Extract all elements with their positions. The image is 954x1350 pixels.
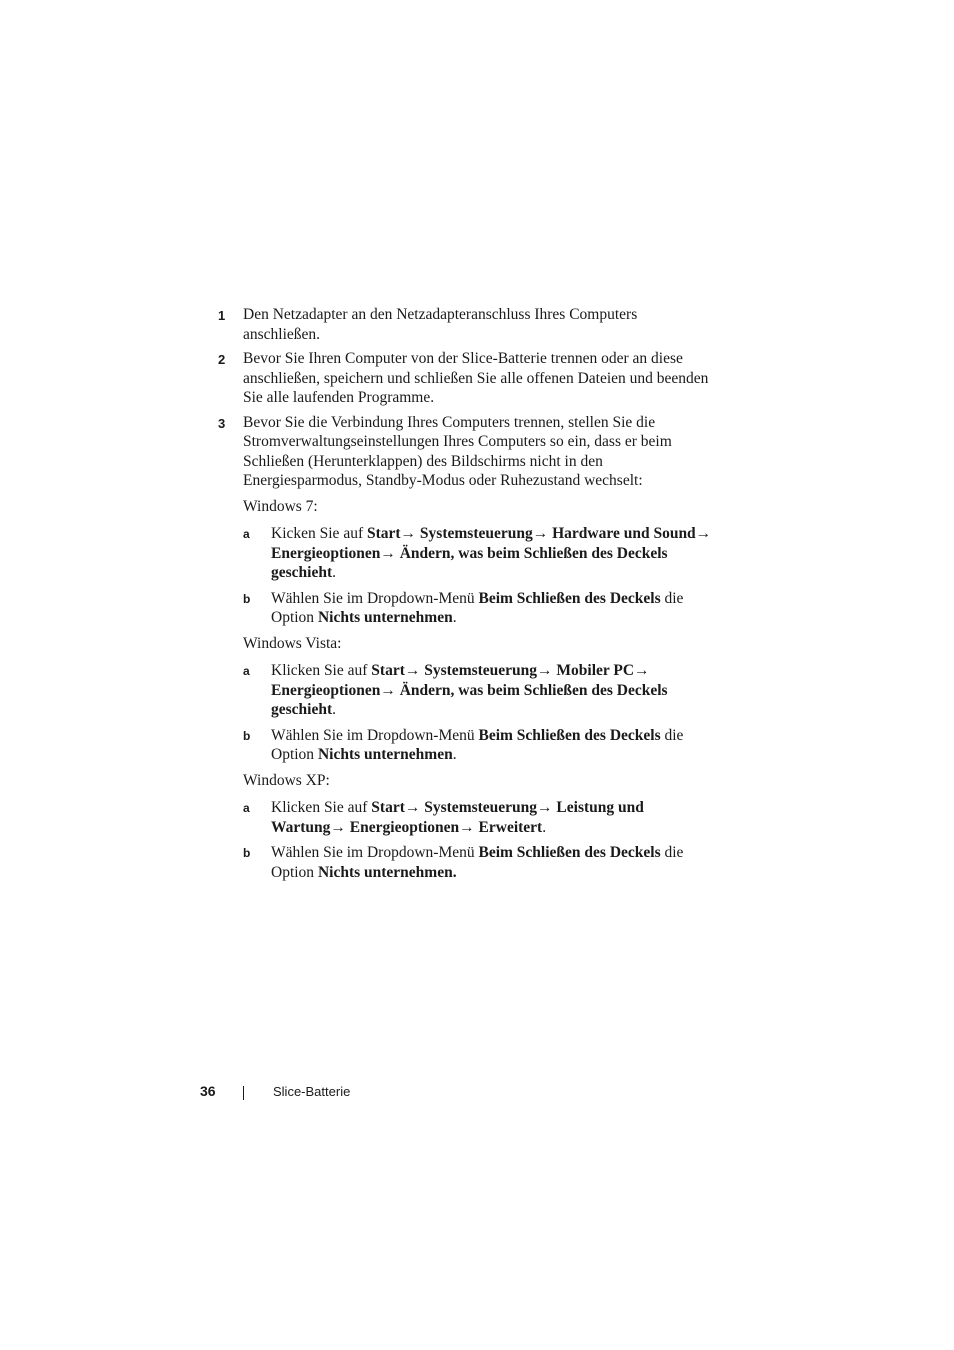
substep-a: [243, 798, 718, 837]
step-2: [218, 349, 718, 408]
substeps: [243, 798, 718, 882]
substep-label: a: [243, 801, 250, 815]
step-number: 1: [218, 308, 226, 323]
instruction-text: Wählen Sie im Dropdown-Menü: [271, 589, 479, 607]
substeps: [243, 661, 718, 765]
chapter-title: Slice-Batterie: [273, 1084, 351, 1099]
instruction-text: Kicken Sie auf: [271, 525, 367, 542]
os-heading: Windows Vista:: [243, 634, 342, 652]
menu-path: Start→ Systemsteuerung→ Hardware und Sound→ Energieoptionen→ Ändern, was beim Schließen des Deckels geschieht: [271, 525, 712, 581]
substep-b: [243, 843, 718, 882]
punctuation: .: [332, 701, 337, 718]
os-section-windows-vista: [218, 634, 718, 765]
option-name: Nichts unternehmen.: [317, 863, 457, 881]
step-1: [218, 305, 718, 344]
substep-label: a: [243, 527, 250, 541]
procedure-steps: [218, 305, 718, 888]
menu-path: Start→ Systemsteuerung→ Leistung und Wartung→ Energieoptionen→ Erweitert: [271, 799, 644, 836]
step-3: [218, 413, 718, 491]
step-number: 3: [218, 415, 226, 431]
page-number: 36: [200, 1083, 216, 1099]
option-name: Nichts unternehmen: [317, 746, 453, 763]
instruction-text: die Option: [271, 726, 684, 763]
step-text: Bevor Sie Ihren Computer von der Slice-Batterie trennen oder an diese anschließen, speichern und schließen Sie alle offenen Dateien und beenden Sie alle laufenden Programme.: [243, 350, 709, 406]
menu-path: Start→ Systemsteuerung→ Mobiler PC→ Energieoptionen→ Ändern, was beim Schließen des Deckels geschieht: [271, 662, 668, 718]
os-section-windows-7: [218, 497, 718, 628]
punctuation: .: [452, 609, 457, 626]
substep-label: b: [243, 728, 251, 743]
substep-label: a: [243, 664, 250, 678]
dropdown-menu-name: Beim Schließen des Deckels: [478, 844, 661, 861]
instruction-text: Wählen Sie im Dropdown-Menü: [271, 844, 479, 861]
os-section-windows-xp: [218, 771, 718, 883]
dropdown-menu-name: Beim Schließen des Deckels: [478, 589, 661, 607]
option-name: Nichts unternehmen: [317, 609, 453, 626]
dropdown-menu-name: Beim Schließen des Deckels: [478, 726, 661, 744]
punctuation: .: [542, 818, 547, 836]
instruction-text: Klicken Sie auf: [271, 799, 372, 816]
step-text: Bevor Sie die Verbindung Ihres Computers trennen, stellen Sie die Stromverwaltungseinstellungen Ihres Computers so ein, dass er beim Schließen (Herunterklappen) des Bildschirms nicht in den Energiesparmodus, Standby-Modus oder Ruhezustand wechselt:: [243, 413, 672, 489]
instruction-text: die Option: [271, 589, 684, 626]
substep-a: [243, 661, 718, 720]
step-number: 2: [218, 352, 226, 367]
instruction-text: die Option: [271, 844, 684, 881]
punctuation: .: [332, 564, 337, 581]
substeps: [243, 524, 718, 628]
instruction-text: Klicken Sie auf: [271, 662, 372, 679]
substep-label: b: [243, 591, 251, 606]
step-text: Den Netzadapter an den Netzadapteranschluss Ihres Computers anschließen.: [243, 306, 638, 343]
footer-divider: [243, 1086, 244, 1100]
substep-b: [243, 726, 718, 765]
substep-b: [243, 589, 718, 628]
substep-a: [243, 524, 718, 583]
substep-label: b: [243, 846, 251, 860]
os-heading: Windows XP:: [243, 771, 330, 789]
punctuation: .: [452, 746, 457, 763]
instruction-text: Wählen Sie im Dropdown-Menü: [271, 726, 479, 744]
os-heading: Windows 7:: [243, 497, 318, 515]
